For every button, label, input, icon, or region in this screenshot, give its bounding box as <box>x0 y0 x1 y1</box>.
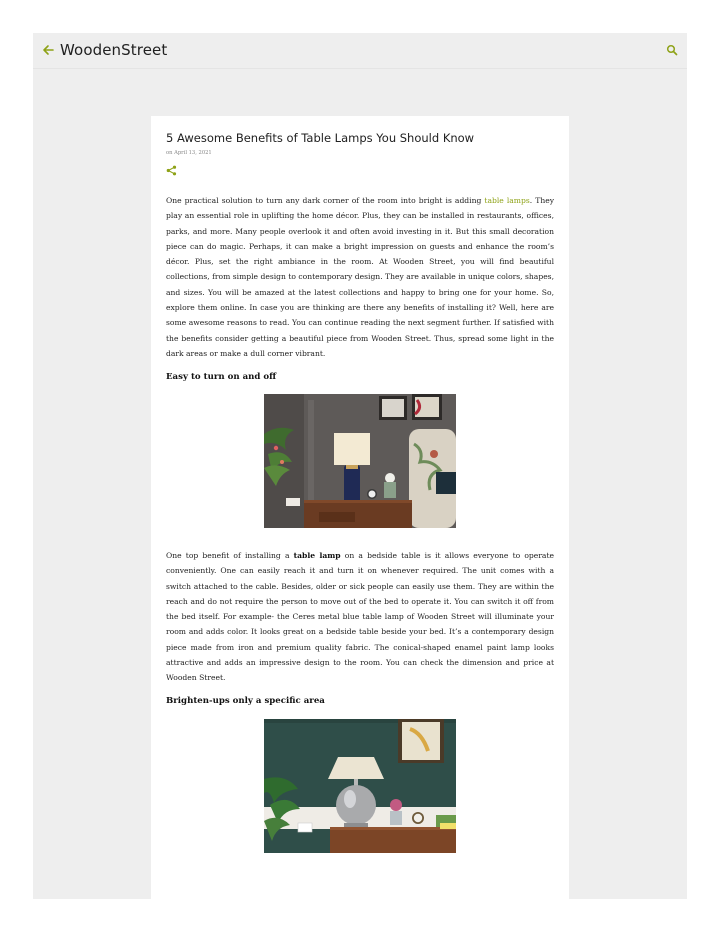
site-title[interactable]: WoodenStreet <box>60 41 168 59</box>
table-lamps-link[interactable]: table lamps <box>484 196 530 205</box>
intro-text-start: One practical solution to turn any dark corner of the room into bright is adding <box>166 196 485 205</box>
blog-frame <box>33 33 687 899</box>
intro-paragraph <box>166 193 554 361</box>
arrow-left-icon[interactable] <box>41 43 55 57</box>
post-date[interactable]: on April 13, 2021 <box>166 150 212 156</box>
table-lamp-term: table lamp <box>293 551 341 560</box>
section-heading-easy-toggle: Easy to turn on and off <box>166 372 277 382</box>
post-title: 5 Awesome Benefits of Table Lamps You Should Know <box>166 131 475 145</box>
section-heading-specific-area: Brighten-ups only a specific area <box>166 696 325 706</box>
share-icon[interactable] <box>166 165 177 176</box>
post-card <box>151 116 569 899</box>
search-icon[interactable] <box>666 44 678 56</box>
blue-table-lamp-photo <box>264 394 456 528</box>
top-bar <box>33 33 687 69</box>
section1-text-start: One top benefit of installing a <box>166 551 294 560</box>
section-paragraph-easy-toggle <box>166 548 554 686</box>
silver-table-lamp-photo <box>264 719 456 853</box>
section1-text-end: on a bedside table is it allows everyone to operate conveniently. One can easily reach it and turn it on whenever required. The unit comes with a switch attached to the cable. Besides, older or sick people can easily use them. They are within the reach and do not require the person to move out of the bed to operate it. You can switch it off from the bed itself. For example- the Ceres metal blue table lamp of Wooden Street will illuminate your room and adds color. It looks great on a bedside table beside your bed. It’s a contemporary design piece made from iron and premium quality fabric. The conical-shaped enamel paint lamp looks attractive and adds an impressive design to the room. You can check the dimension and price at Wooden Street. <box>166 551 554 683</box>
intro-text-end: . They play an essential role in uplifting the home décor. Plus, they can be installed in restaurants, offices, parks, and more. Many people overlook it and often avoid investing in it. But this small decoration piece can do magic. Perhaps, it can make a bright impression on guests and enhance the room’s décor. Plus, set the right ambiance in the room. At Wooden Street, you will find beautiful collections, from simple design to contemporary design. They are available in unique colors, shapes, and sizes. You will be amazed at the latest collections and happy to bring one for your home. So, explore them online. In case you are thinking are there any benefits of installing it? Well, here are some awesome reasons to read. You can continue reading the next segment further. If satisfied with the benefits consider getting a beautiful piece from Wooden Street. Thus, spread some light in the dark areas or make a dull corner vibrant. <box>166 196 555 358</box>
